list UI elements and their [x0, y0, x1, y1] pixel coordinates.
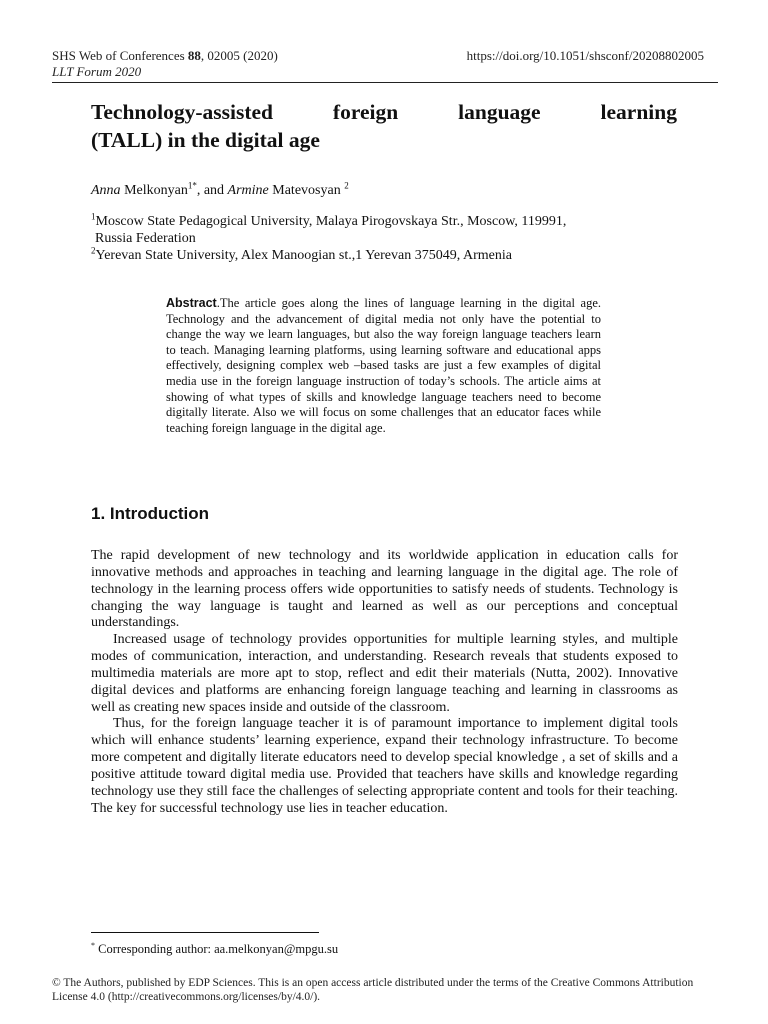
- paper-title: [91, 98, 677, 154]
- header-rule: [52, 82, 718, 83]
- title-word: foreign: [332, 100, 399, 124]
- journal-volume: 88: [187, 48, 201, 63]
- footnote-marker: *: [91, 940, 95, 950]
- author-1-last: Melkonyan: [120, 183, 188, 198]
- forum-name: LLT Forum 2020: [52, 64, 142, 79]
- journal-name: SHS Web of Conferences: [52, 48, 188, 63]
- license-notice: © The Authors, published by EDP Sciences. This is an open access article distributed under the terms of the Creative Commons Attribution License 4.0 (http://creativecommons.org/licenses/by/4.0/).: [52, 977, 694, 1003]
- title-line-2: (TALL) in the digital age: [91, 128, 320, 152]
- author-2-last: Matevosyan: [268, 183, 345, 198]
- paragraph-1: The rapid development of new technology and its worldwide application in education calls for innovative methods and approaches in teaching and learning language in the digital age. The role of technology in the learning process offers wide opportunities to satisfy needs of students. Technology is changing the way language is taught and learned as well as our perceptions and conceptual understandings.: [91, 548, 678, 631]
- title-word: learning: [600, 100, 677, 124]
- affiliation-1-sup: 1: [91, 211, 96, 222]
- abstract-text: .The article goes along the lines of language learning in the digital age. Technology and the advancement of digital media not only have the potential to change the way we learn languages, but also the way foreign language teachers learn to teach. Managing learning platforms, using learning software and educational apps effectively, designing complex web –based tasks are just a few examples of digital media use in the foreign language instruction of today’s schools. The article aims at showing of what types of skills and knowledge language teachers need to become digitally literate. Also we will focus on some challenges that an educator faces while teaching foreign language in the digital age.: [166, 296, 601, 435]
- footnote-rule: [91, 932, 319, 933]
- author-list: [91, 182, 349, 200]
- running-header-left: [52, 48, 278, 80]
- body-text: [91, 548, 678, 818]
- doi-link[interactable]: https://doi.org/10.1051/shsconf/20208802005: [466, 48, 704, 63]
- affiliation-1: [91, 213, 691, 230]
- affiliation-1-line2: Russia Federation: [95, 231, 196, 246]
- author-2-sup: 2: [344, 180, 349, 191]
- author-separator: , and: [196, 183, 228, 198]
- affiliation-2: [91, 247, 691, 264]
- author-1-first: Anna: [91, 183, 121, 198]
- affiliation-2-sup: 2: [91, 245, 96, 256]
- title-line-1: [91, 98, 677, 126]
- section-heading: 1. Introduction: [91, 504, 210, 523]
- paragraph-2: Increased usage of technology provides opportunities for multiple learning styles, and multiple modes of communication, interaction, and understanding. Research reveals that students exposed to multimedia materials are more apt to stop, reflect and edit their materials (Nutta, 2002). Innovative digital devices and platforms are enhancing foreign language teaching and learning in classrooms as well as creating new spaces inside and outside of the classroom.: [91, 632, 678, 715]
- affiliation-2-line1: Yerevan State University, Alex Manoogian st.,1 Yerevan 375049, Armenia: [95, 248, 512, 263]
- footnote-text: Corresponding author: aa.melkonyan@mpgu.su: [95, 942, 339, 956]
- paragraph-3: Thus, for the foreign language teacher it is of paramount importance to implement digital tools which will enhance students’ learning experience, expand their technology infrastructure. To become more competent and digitally literate educators need to develop special knowledge , a set of skills and a positive attitude toward digital media use. Provided that teachers have skills and knowledge regarding technology use they still face the challenges of selecting appropriate content and tools for their teaching. The key for successful technology use lies in teacher education.: [91, 716, 678, 816]
- abstract-label: Abstract: [166, 296, 217, 310]
- author-2-first: Armine: [227, 183, 269, 198]
- title-word: language: [458, 100, 541, 124]
- journal-issue: , 02005 (2020): [200, 48, 278, 63]
- abstract: [166, 296, 601, 436]
- affiliation-1-line1: Moscow State Pedagogical University, Malaya Pirogovskaya Str., Moscow, 119991,: [95, 214, 567, 229]
- title-word: Technology-assisted: [91, 100, 273, 124]
- affiliations: [91, 213, 691, 264]
- footnote: [91, 942, 338, 957]
- author-1-sup: 1*: [187, 180, 197, 191]
